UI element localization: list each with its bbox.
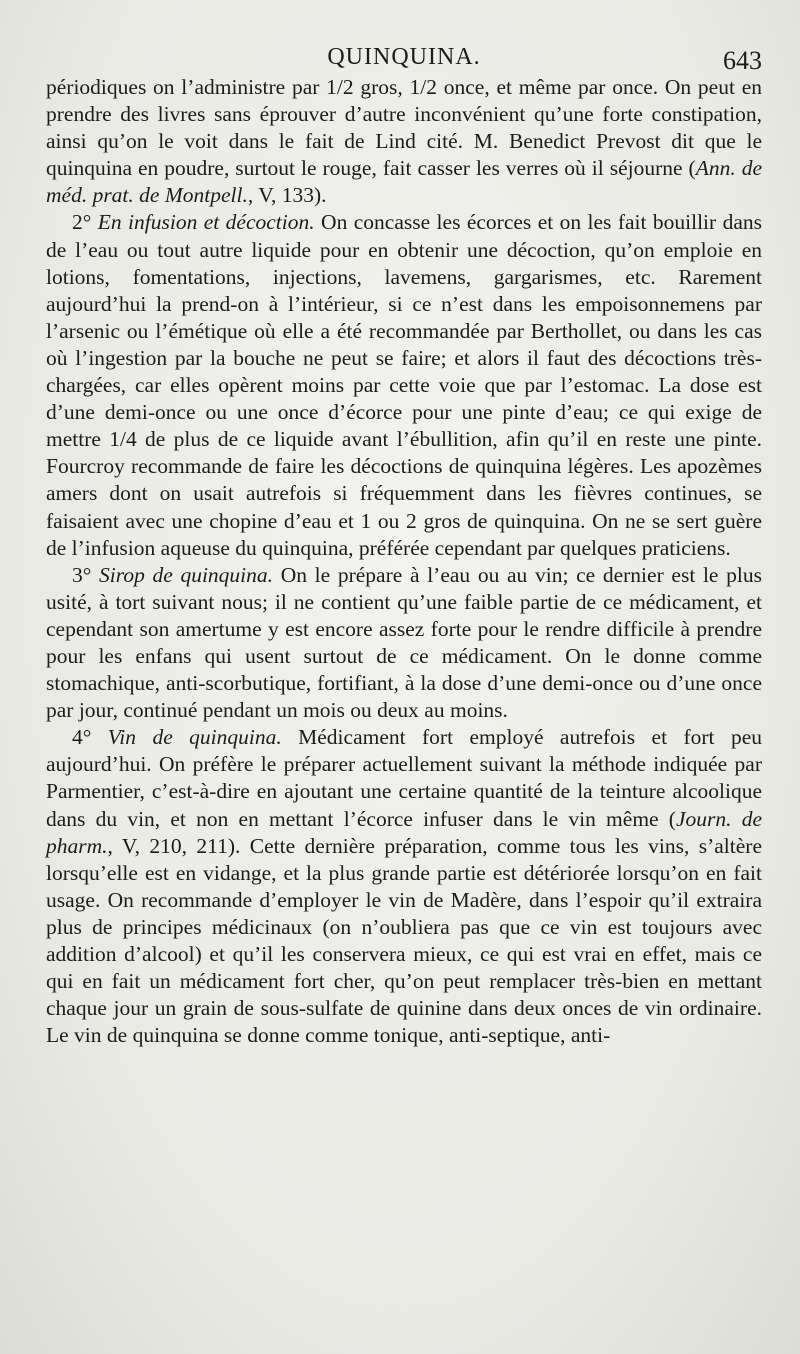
body-text — [46, 74, 762, 1049]
running-title: QUINQUINA. — [327, 44, 481, 70]
text-segment: On concasse les écorces et on les fait bouillir dans de l’eau ou tout autre liquide pour en obtenir une décoction, qu’on emploie en lotions, fomentations, injections, lavemens, gargarismes, etc. Rarement aujourd’hui la prend-on à l’intérieur, si ce n’est dans les empoisonnemens par l’arsenic ou l’émétique où elle a été recommandée par Berthollet, ou dans les cas où l’ingestion par la bouche ne peut se faire; et alors il faut des décoctions très-chargées, car elles opèrent moins par cette voie que par l’estomac. La dose est d’une demi-once ou une once d’écorce pour une pinte d’eau; ce qui exige de mettre 1/4 de plus de ce liquide avant l’ébullition, afin qu’il en reste une pinte. Fourcroy recommande de faire les décoctions de quinquina légères. Les apozèmes amers dont on usait autrefois si fréquemment dans les fièvres continues, se faisaient avec une chopine d’eau et 1 ou 2 gros de quinquina. On ne se sert guère de l’infusion aqueuse du quinquina, préférée cependant par quelques praticiens. — [46, 210, 762, 560]
text-segment: On le prépare à l’eau ou au vin; ce dernier est le plus usité, à tort suivant nous; il ne contient qu’une faible partie de ce médicament, et cependant son amertume y est encore assez forte pour le rendre difficile à prendre pour les enfans qui usent surtout de ce médicament. On le donne comme stomachique, anti-scorbutique, fortifiant, à la dose d’une demi-once ou d’une once par jour, continué pendant un mois ou deux au moins. — [46, 562, 762, 723]
section-heading-italic: En infusion et décoction. — [97, 210, 315, 235]
section-number: 4° — [72, 725, 108, 750]
section-number: 3° — [72, 562, 100, 587]
paragraph-infusion-decoction — [46, 209, 762, 561]
paragraph-sirop — [46, 562, 762, 725]
text-segment: Médicament fort employé autrefois et fort peu aujourd’hui. On préfère le préparer actuellement suivant la méthode indiquée par Parmentier, c’est-à-dire en ajoutant une certaine quantité de la teinture alcoolique dans du vin, et non en mettant l’écorce infuser dans le vin même ( — [46, 725, 762, 831]
text-segment: , V, 133). — [247, 183, 327, 208]
section-number: 2° — [72, 210, 98, 235]
section-heading-italic: Sirop de quinquina. — [99, 562, 274, 587]
section-heading-italic: Vin de quinquina. — [107, 725, 282, 750]
text-segment: , V, 210, 211). Cette dernière préparation, comme tous les vins, s’altère lorsqu’elle est en vidange, et la plus grande partie est détériorée lorsqu’on en fait usage. On recommande d’employer le vin de Madère, dans l’espoir qu’il extraira plus de principes médicinaux (on n’oubliera pas que ce vin est toujours avec addition d’alcool) et qu’il les conservera mieux, ce qui est vrai en effet, mais ce qui en fait un médicament fort cher, qu’on peut remplacer très-bien en mettant chaque jour un grain de sous-sulfate de quinine dans deux onces de vin ordinaire. Le vin de quinquina se donne comme tonique, anti-septique, anti- — [46, 833, 762, 1048]
citation-italic: Ann. de méd. prat. de Montpell. — [46, 156, 762, 208]
text-segment: périodiques on l’administre par 1/2 gros, 1/2 once, et même par once. On peut en prendre des livres sans éprouver d’autre inconvénient qu’une forte constipation, ainsi qu’on le voit dans le fait de Lind cité. M. Benedict Prevost dit que le quinquina en poudre, surtout le rouge, fait casser les verres où il séjourne ( — [46, 75, 762, 181]
page-number: 643 — [723, 46, 762, 75]
paragraph-vin — [46, 724, 762, 1049]
paragraph-continuation — [46, 74, 762, 209]
citation-italic: Journ. de pharm. — [46, 806, 763, 858]
running-head — [46, 44, 762, 78]
